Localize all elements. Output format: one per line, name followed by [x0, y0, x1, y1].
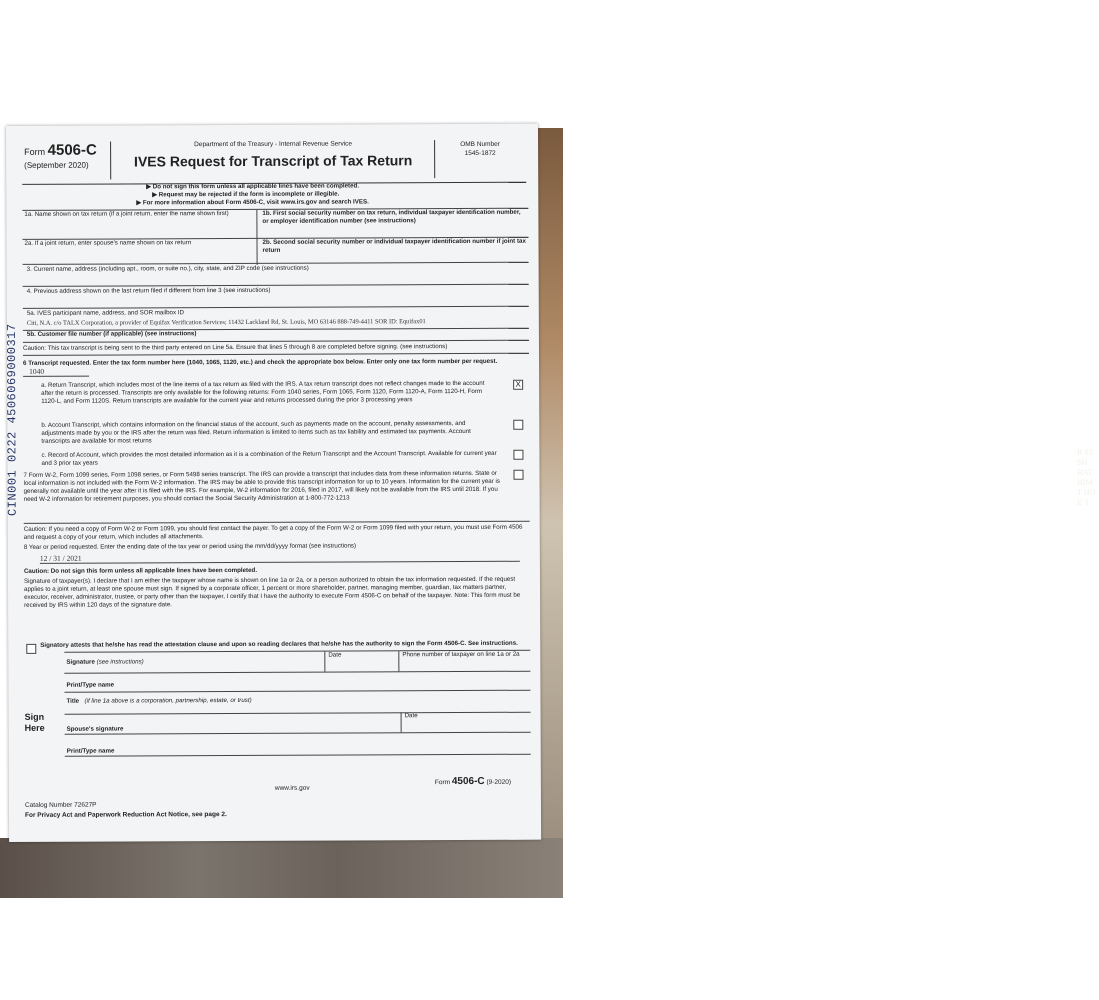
signature-field[interactable]	[66, 658, 143, 666]
label-5a: 5a. IVES participant name, address, and SOR mailbox ID	[26, 309, 185, 317]
page-title: IVES Request for Transcript of Tax Return	[133, 152, 413, 170]
field-1b[interactable]	[262, 209, 526, 238]
background-floor	[0, 838, 563, 898]
signature-hint: (see instructions)	[96, 658, 144, 666]
field-1a[interactable]	[24, 210, 257, 239]
checkbox-6a[interactable]: X	[513, 380, 523, 390]
footer-form-label: Form	[434, 779, 451, 787]
line-6c: c. Record of Account, which provides the most detailed information as it is a combination of the Return Transcript and the Account Transcript. Available for current year and 3 prior tax years	[41, 449, 497, 467]
irs-url: www.irs.gov	[274, 784, 310, 792]
label-5b: 5b. Customer file number (if applicable) (see instructions)	[26, 330, 197, 338]
sign-here-label: Sign Here	[24, 711, 45, 733]
omb-number: 1545-1872	[464, 149, 496, 157]
omb-box	[434, 140, 525, 178]
label-2a: 2a. If a joint return, enter spouse's name shown on tax return	[24, 239, 192, 247]
book-cover-text: R ST SH HAT HIM T HO F, T	[1077, 448, 1096, 507]
label-6: 6 Transcript requested. Enter the tax form number here (1040, 1065, 1120, etc.) and check the appropriate box below. Enter only one tax form number per request.	[23, 357, 498, 367]
background-top	[0, 0, 563, 128]
line-6	[23, 358, 529, 377]
spouse-date-label: Date	[404, 712, 418, 720]
form-number: 4506-C	[47, 141, 97, 159]
checkbox-6b[interactable]	[513, 420, 523, 430]
date-label: Date	[328, 651, 342, 659]
field-2a[interactable]	[24, 237, 257, 266]
instruction-2: Request may be rejected if the form is incomplete or illegible.	[158, 190, 340, 199]
field-2b[interactable]	[262, 236, 526, 265]
form-footer	[24, 775, 531, 826]
spouse-date-field[interactable]	[401, 712, 418, 732]
phone-field[interactable]	[398, 651, 532, 672]
omb-label: OMB Number	[460, 140, 500, 149]
field-5b[interactable]	[23, 328, 529, 343]
instruction-1: Do not sign this form unless all applicable lines have been completed.	[152, 182, 360, 191]
checkbox-attest[interactable]	[26, 644, 36, 654]
form-date: (September 2020)	[24, 160, 89, 170]
title-hint: (if line 1a above is a corporation, partnership, estate, or trust)	[84, 696, 252, 705]
caution-1: Caution: This tax transcript is being sent to the third party entered on Line 5a. Ensure that lines 5 through 8 are completed before signing. (see instructions)	[23, 343, 529, 356]
footer-form-date: (9-2020)	[486, 778, 512, 786]
line-6b: b. Account Transcript, which contains information on the financial status of the account, such as payments made on the account, penalty assessments, and adjustments made by you or the IRS after the return was filed. Return information is limited to items such as tax liability and estimated tax payments. Account transcripts are available for most returns	[41, 419, 471, 445]
footer-form-number: 4506-C	[451, 775, 485, 788]
background-book	[537, 128, 1096, 848]
department: Department of the Treasury - Internal Revenue Service	[194, 140, 353, 149]
line-6a: a. Return Transcript, which includes most of the line items of a tax return as filed with the IRS. A tax return transcript does not reflect changes made to the account after the return is processed. Transcripts are only available for the following returns: Form 1040 series, Form 1065, Form 1120, Form 1120-A, Form 1120-H, Form 1120-L, and Form 1120S. Return transcripts are available for the current year and returns processed during the prior 3 processing years	[41, 379, 485, 405]
footer-form-id	[435, 776, 511, 787]
title-field[interactable]	[64, 690, 530, 715]
label-1b: 1b. First social security number on tax return, individual taxpayer identification number, or employer identification number (see instructions)	[262, 208, 521, 225]
line-7: 7 Form W-2, Form 1099 series, Form 1098 series, or Form 5498 series transcript. The IRS can provide a transcript that includes data from these information returns. State or local information is not included with the Form W-2 information. The IRS may be able to provide this transcript information for up to 10 years. Information for the current year is generally not available until the year after it is filed with the IRS. For example, W-2 information for 2016, filed in 2017, will likely not be available from the IRS until 2018. If you need W-2 information for retirement purposes, you should contact the Social Security Administration at 1-800-772-1213	[23, 469, 501, 503]
form-number-box	[24, 142, 111, 180]
date-field[interactable]	[324, 652, 341, 672]
checkbox-7[interactable]	[514, 470, 524, 480]
form-sheet	[6, 124, 541, 842]
title-label: Title	[66, 697, 80, 705]
form-label: Form	[24, 146, 46, 157]
value-6[interactable]: 1040	[23, 368, 89, 377]
top-instructions: ▶ Do not sign this form unless all applicable lines have been completed. ▶ Request may be rejected if the form is incomplete or illegible. ▶ For more information about Form 4506-C, visit www.irs.gov and search IVES.	[136, 182, 369, 207]
instruction-3: For more information about Form 4506-C, visit www.irs.gov and search IVES.	[142, 198, 369, 207]
print-name-label: Print/Type name	[66, 681, 115, 689]
phone-label: Phone number of taxpayer on line 1a or 2a	[402, 650, 520, 659]
checkbox-6c[interactable]	[513, 450, 523, 460]
privacy-notice: For Privacy Act and Paperwork Reduction Act Notice, see page 2.	[24, 811, 227, 819]
signature-section	[24, 640, 531, 786]
row-line2	[22, 236, 528, 265]
spouse-print-name-field[interactable]	[65, 732, 531, 757]
label-4: 4. Previous address shown on the last return filed if different from line 3 (see instructions)	[26, 286, 271, 295]
label-1a: 1a. Name shown on tax return (if a joint return, enter the name shown first)	[24, 210, 229, 218]
label-2b: 2b. Second social security number or individual taxpayer identification number if joint tax return	[262, 237, 526, 254]
line-8: 8 Year or period requested. Enter the ending date of the tax year or period using the mm/dd/yyyy format (see instructions)	[23, 542, 357, 551]
form-header	[22, 136, 526, 185]
spouse-signature-label[interactable]: Spouse's signature	[66, 725, 124, 733]
value-8[interactable]: 12 / 31 / 2021	[40, 552, 520, 564]
signature-declaration: Signature of taxpayer(s). I declare that I am either the taxpayer whose name is shown on line 1a or 2a, or a person authorized to obtain the tax information requested. If the request applies to a joint return, at least one spouse must sign. If signed by a corporate officer, 1 percent or more shareholder, partner, managing member, guardian, tax matters partner, executor, receiver, administrator, trustee, or party other than the taxpayer, I certify that I have the authority to execute Form 4506-C on behalf of the taxpayer. Note: This form must be received by IRS within 120 days of the signature date.	[23, 575, 521, 609]
attest-text: Signatory attests that he/she has read the attestation clause and upon so reading declares that he/she has the authority to sign the Form 4506-C. See instructions.	[40, 639, 518, 649]
side-barcode-text: CIN001 0222 4506069000317	[4, 323, 20, 517]
caution-3: Caution: Do not sign this form unless all applicable lines have been completed.	[23, 566, 258, 575]
caution-2: Caution: If you need a copy of Form W-2 or Form 1099, you should first contact the payer. To get a copy of the Form W-2 or Form 1099 filed with your return, you must use Form 4506 and request a copy of your return, which includes all attachments.	[24, 521, 530, 542]
value-5a: Citi, N.A. c/o TALX Corporation, a provider of Equifax Verification Services; 11432 Lackland Rd, St. Louis, MO 63146 888-749-4411 SOR ID: Equifax01	[26, 318, 426, 327]
catalog-number: Catalog Number 72627P	[24, 801, 97, 809]
spouse-print-name-label: Print/Type name	[66, 747, 115, 755]
label-3: 3. Current name, address (including apt., room, or suite no.), city, state, and ZIP code (see instructions)	[26, 264, 309, 273]
signature-label: Signature	[66, 658, 95, 666]
